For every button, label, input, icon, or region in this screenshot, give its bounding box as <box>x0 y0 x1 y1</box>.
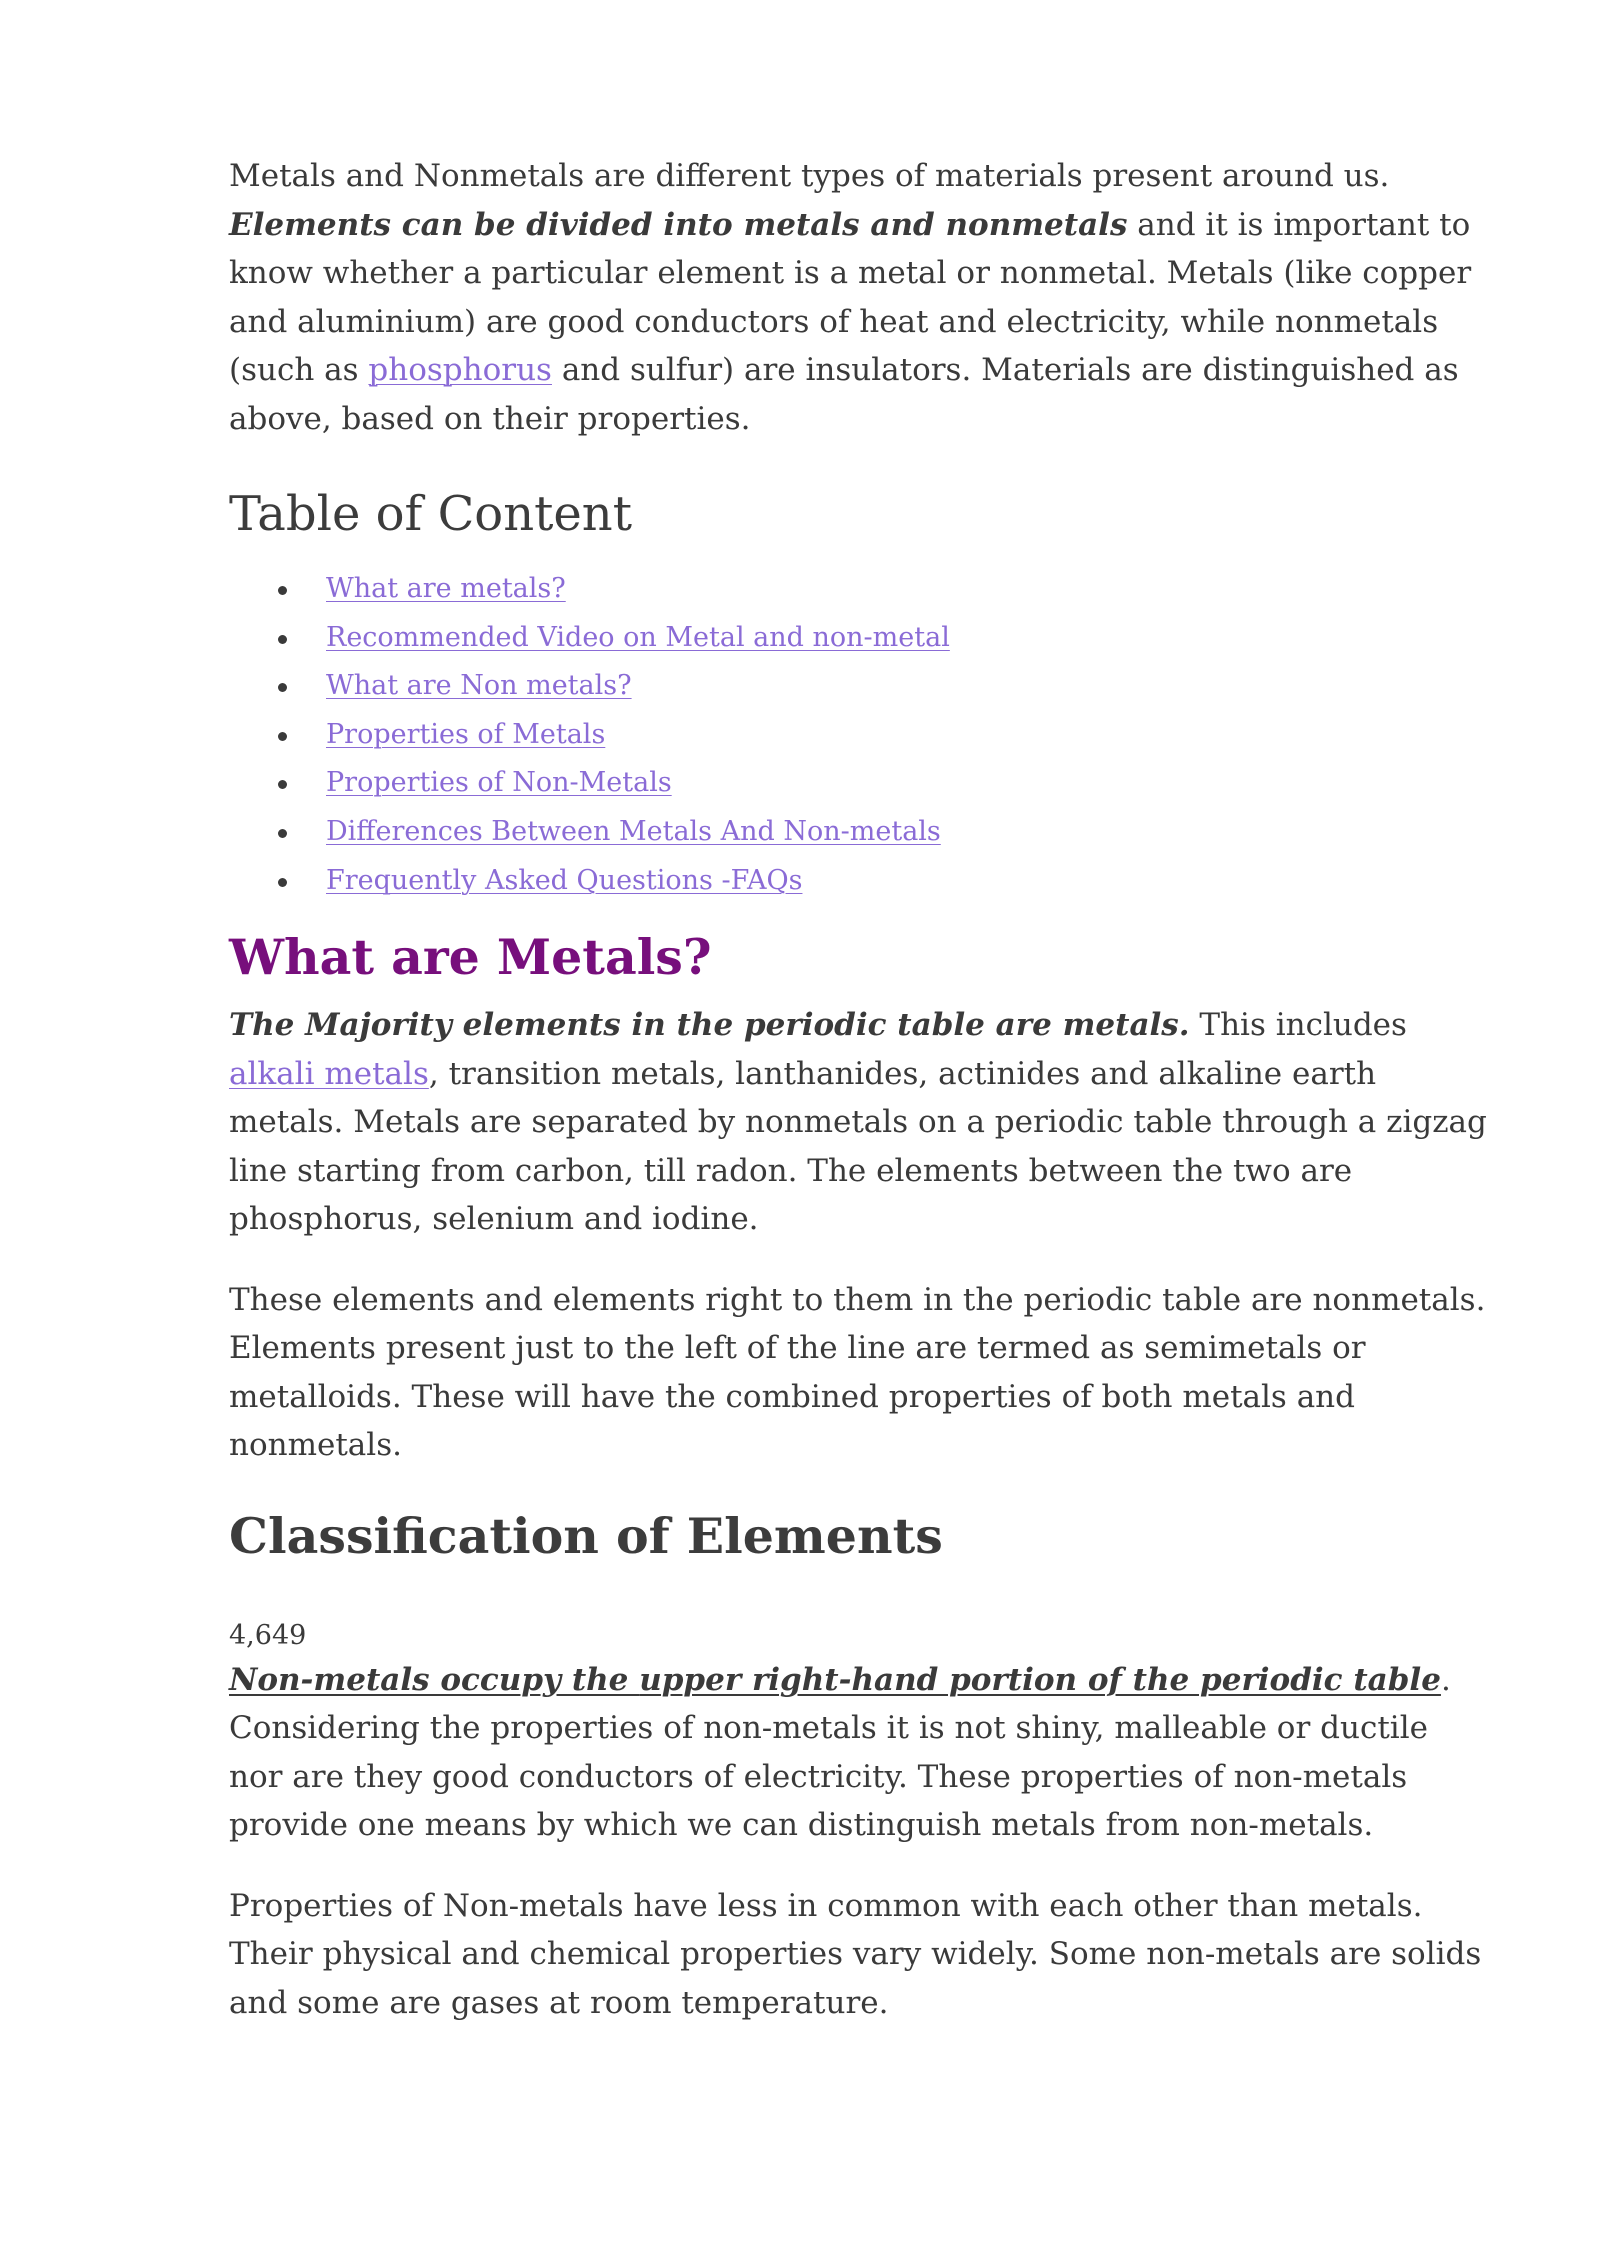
toc-item <box>229 759 1489 808</box>
toc-item <box>229 808 1489 857</box>
article-content <box>229 152 1489 2027</box>
toc-item <box>229 565 1489 614</box>
non-metals-period: . <box>1440 1661 1451 1698</box>
metals-heading: What are Metals? <box>229 928 712 987</box>
intro-bold-text: Elements can be divided into metals and nonmetals <box>229 206 1128 243</box>
intro-text-1: Metals and Nonmetals are different types of materials present around us. <box>229 158 1390 194</box>
toc-link-properties-of-non-metals[interactable]: Properties of Non-Metals <box>326 767 672 799</box>
toc-item <box>229 857 1489 906</box>
toc-link-recommended-video[interactable]: Recommended Video on Metal and non-metal <box>326 621 950 653</box>
intro-text-2: and it is important to know whether a particular element is a metal or nonmetal. Metals (like copper and aluminium) are good conductors of heat and electricity, while nonmetals (such as <box>229 206 1472 388</box>
toc-link-faqs[interactable]: Frequently Asked Questions -FAQs <box>326 864 803 896</box>
toc-list <box>229 565 1489 905</box>
toc-item <box>229 614 1489 663</box>
view-counter: 4,649 <box>229 1619 307 1651</box>
non-metals-bold-text-a: Non-metals occupy the <box>229 1661 640 1698</box>
metals-text-1: This includes <box>1189 1007 1407 1044</box>
alkali-metals-link[interactable]: alkali metals <box>229 1055 429 1092</box>
intro-paragraph <box>229 152 1479 443</box>
classification-heading: Classification of Elements <box>229 1506 943 1565</box>
classification-text: Considering the properties of non-metals it is not shiny, malleable or ductile nor are they good conductors of electricity. These properties of non-metals provide one means by which we can distinguish metals from non-metals. <box>229 1710 1428 1844</box>
toc-title: Table of Content <box>229 486 633 542</box>
toc-link-properties-of-metals[interactable]: Properties of Metals <box>326 718 606 750</box>
classification-paragraph-1 <box>229 1656 1489 1850</box>
toc-item <box>229 711 1489 760</box>
metals-text-2: , transition metals, lanthanides, actinides and alkaline earth metals. Metals are separated by nonmetals on a periodic table through a zigzag line starting from carbon, till radon. The elements between the two are phosphorus, selenium and iodine. <box>229 1055 1487 1238</box>
toc-link-what-are-non-metals[interactable]: What are Non metals? <box>326 670 632 702</box>
toc-link-differences[interactable]: Differences Between Metals And Non-metals <box>326 815 941 847</box>
intro-text-3: and sulfur) are insulators. Materials are distinguished as above, based on their properties. <box>229 352 1459 437</box>
toc-item <box>229 662 1489 711</box>
phosphorus-link[interactable]: phosphorus <box>368 352 552 388</box>
non-metals-bold-text-b: upper right-hand portion of the periodic table <box>639 1661 1441 1698</box>
metals-bold-text: The Majority elements in the periodic table are metals. <box>229 1007 1190 1044</box>
metals-paragraph-1 <box>229 1001 1489 1244</box>
metals-paragraph-2: These elements and elements right to them in the periodic table are nonmetals. Elements present just to the left of the line are termed as semimetals or metalloids. These will have the combined properties of both metals and nonmetals. <box>229 1281 1486 1464</box>
classification-paragraph-2: Properties of Non-metals have less in common with each other than metals. Their physical and chemical properties vary widely. Some non-metals are solids and some are gases at room temperature. <box>229 1887 1482 2021</box>
toc-link-what-are-metals[interactable]: What are metals? <box>326 573 566 604</box>
